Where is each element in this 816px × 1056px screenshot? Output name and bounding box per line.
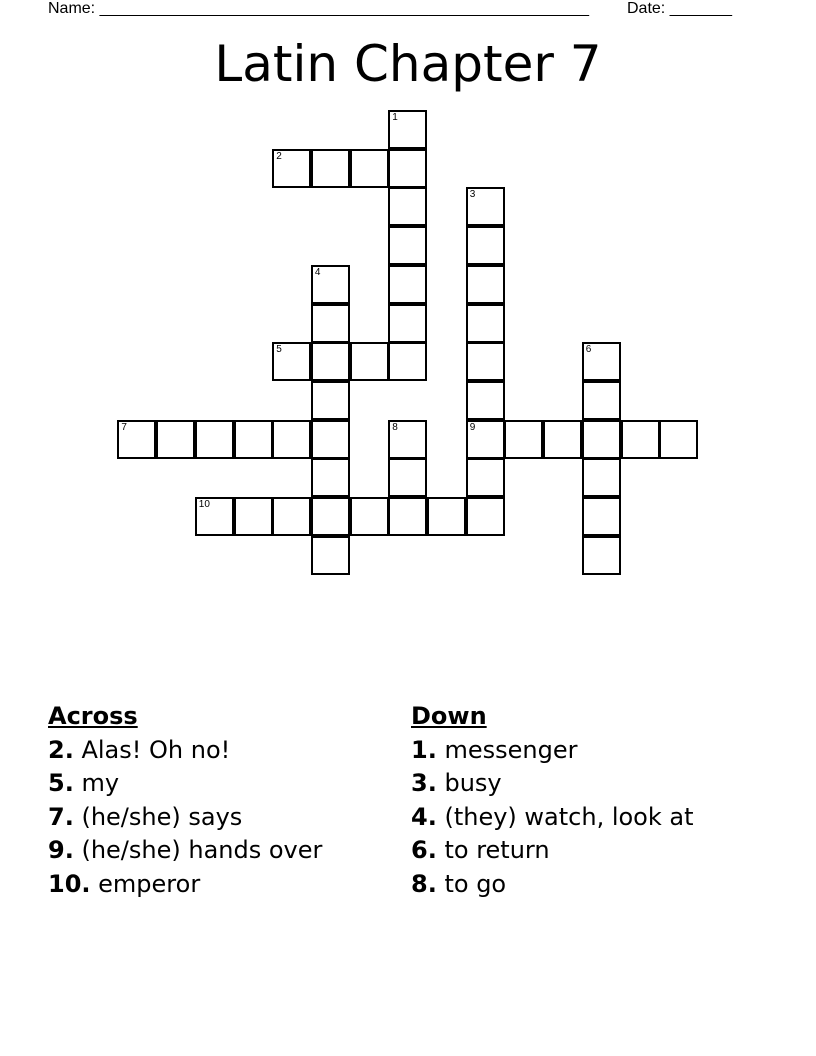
crossword-cell xyxy=(466,265,505,304)
crossword-cell xyxy=(311,342,350,381)
crossword-cell xyxy=(388,458,427,497)
crossword-cell xyxy=(156,420,195,459)
clue-text: (he/she) says xyxy=(81,802,243,831)
crossword-cell xyxy=(311,149,350,188)
crossword-cell xyxy=(582,381,621,420)
clue-number: 4. xyxy=(411,802,437,831)
cell-number: 7 xyxy=(121,421,127,433)
name-field-label: Name: _______________________________________________________ xyxy=(48,0,589,17)
clue-text: emperor xyxy=(98,869,201,898)
cell-number: 4 xyxy=(314,266,321,278)
crossword-cell xyxy=(582,458,621,497)
crossword-cell xyxy=(582,420,621,459)
crossword-cell xyxy=(350,497,389,536)
crossword-cell xyxy=(311,458,350,497)
across-clue xyxy=(48,767,322,801)
cell-number: 9 xyxy=(469,421,476,433)
crossword-cell xyxy=(272,342,311,381)
crossword-cell xyxy=(582,497,621,536)
clue-text: (he/she) hands over xyxy=(81,836,323,864)
crossword-cell xyxy=(388,149,427,188)
clue-number: 2. xyxy=(48,735,74,764)
crossword-cell xyxy=(659,420,698,459)
crossword-cell xyxy=(466,304,505,343)
crossword-cell xyxy=(311,265,350,304)
clue-text: to return xyxy=(444,836,550,864)
clue-number: 6. xyxy=(411,836,437,864)
crossword-cell xyxy=(504,420,543,459)
crossword-cell xyxy=(582,536,621,575)
down-clue xyxy=(411,834,694,868)
date-field-label: Date: _______ xyxy=(627,0,732,17)
clue-text: to go xyxy=(444,869,507,898)
crossword-cell xyxy=(466,342,505,381)
clue-number: 7. xyxy=(48,802,74,831)
cell-number: 6 xyxy=(585,344,592,356)
across-clue xyxy=(48,834,322,868)
across-heading: Across xyxy=(48,702,138,730)
crossword-cell xyxy=(427,497,466,536)
clue-text: busy xyxy=(444,769,502,797)
across-clue xyxy=(48,734,322,768)
crossword-cell xyxy=(582,342,621,381)
down-heading: Down xyxy=(411,702,487,730)
cell-number: 8 xyxy=(392,421,398,433)
crossword-cell xyxy=(234,497,273,536)
cell-number: 10 xyxy=(198,499,210,510)
crossword-cell xyxy=(350,342,389,381)
crossword-cell xyxy=(234,420,273,459)
crossword-cell xyxy=(195,497,234,536)
down-clue xyxy=(411,868,694,902)
crossword-cell xyxy=(621,420,660,459)
crossword-cell xyxy=(466,458,505,497)
crossword-cell xyxy=(388,265,427,304)
crossword-cell xyxy=(272,420,311,459)
clue-number: 5. xyxy=(48,769,74,797)
crossword-cell xyxy=(311,381,350,420)
clue-number: 1. xyxy=(411,735,437,764)
clue-text: Alas! Oh no! xyxy=(81,735,231,764)
clue-number: 8. xyxy=(411,869,437,898)
crossword-cell xyxy=(543,420,582,459)
crossword-cell xyxy=(466,420,505,459)
cell-number: 5 xyxy=(276,344,282,356)
crossword-cell xyxy=(466,381,505,420)
crossword-cell xyxy=(195,420,234,459)
down-clue xyxy=(411,734,694,768)
crossword-cell xyxy=(388,110,427,149)
crossword-cell xyxy=(311,497,350,536)
crossword-cell xyxy=(117,420,156,459)
crossword-cell xyxy=(388,342,427,381)
clue-number: 9. xyxy=(48,836,74,864)
crossword-cell xyxy=(350,149,389,188)
crossword-cell xyxy=(311,536,350,575)
crossword-cell xyxy=(388,420,427,459)
clue-text: (they) watch, look at xyxy=(444,802,694,831)
clue-number: 3. xyxy=(411,769,437,797)
crossword-cell xyxy=(466,497,505,536)
crossword-cell xyxy=(388,497,427,536)
cell-number: 1 xyxy=(392,112,398,123)
across-clue xyxy=(48,868,322,902)
crossword-cell xyxy=(388,187,427,226)
crossword-cell xyxy=(272,149,311,188)
across-clue xyxy=(48,801,322,835)
crossword-cell xyxy=(311,420,350,459)
across-clues xyxy=(48,700,322,901)
crossword-cell xyxy=(466,187,505,226)
crossword-cell xyxy=(311,304,350,343)
down-clues xyxy=(411,700,694,901)
crossword-cell xyxy=(388,226,427,265)
down-clue xyxy=(411,801,694,835)
crossword-cell xyxy=(466,226,505,265)
cell-number: 3 xyxy=(469,189,476,201)
crossword-cell xyxy=(272,497,311,536)
page-title: Latin Chapter 7 xyxy=(214,35,602,93)
cell-number: 2 xyxy=(276,150,282,162)
clue-text: my xyxy=(81,769,120,797)
clue-text: messenger xyxy=(444,735,578,764)
crossword-cell xyxy=(388,304,427,343)
down-clue xyxy=(411,767,694,801)
clue-number: 10. xyxy=(48,869,91,898)
